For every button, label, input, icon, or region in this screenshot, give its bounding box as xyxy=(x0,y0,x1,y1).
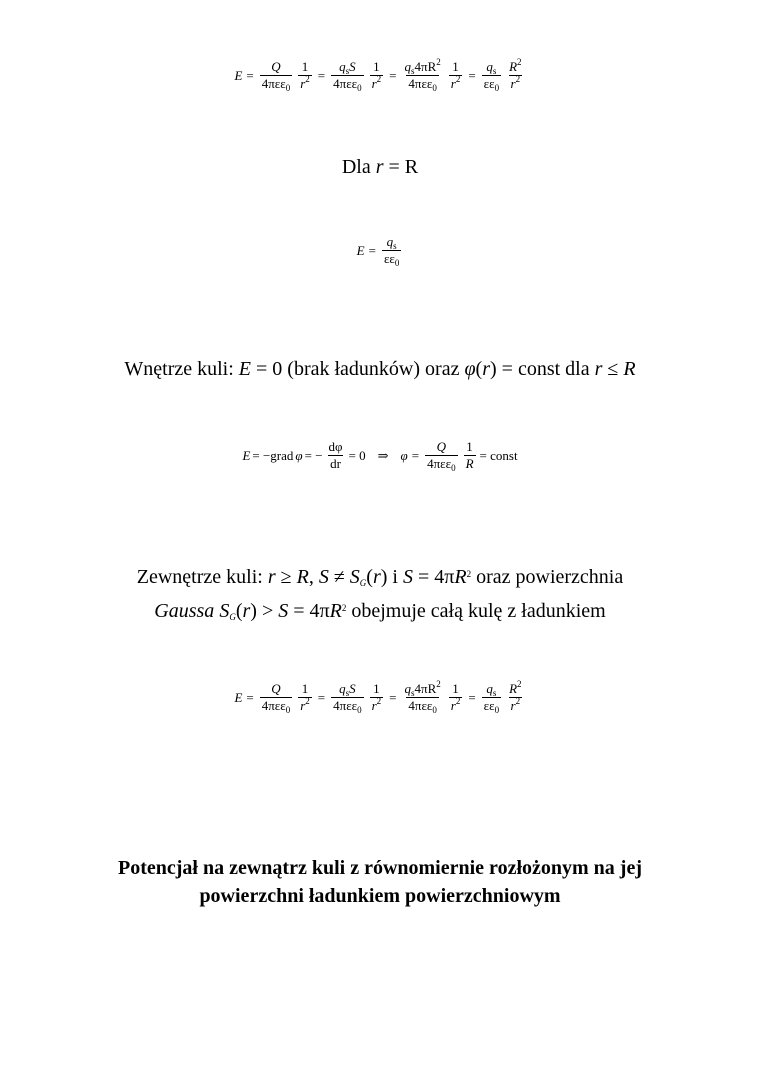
fraction: $\frac{d\varphi}{dr}$ xyxy=(328,439,343,471)
fraction: $\frac{q_s4\pi R^2}{4\pi\varepsilon\varepsilon_0}$ xyxy=(404,57,441,93)
fraction: $\frac{1}{r^2}$ xyxy=(371,681,382,713)
fraction: $\frac{q_s}{\varepsilon\varepsilon_0}$ xyxy=(383,234,400,268)
fraction: $\frac{q_s4\pi R^2}{4\pi\varepsilon\varepsilon_0}$ xyxy=(404,679,441,715)
fraction: $\frac{1}{R}$ xyxy=(465,439,474,471)
section-heading: Potencjał na zewnątrz kuli z równomiernie rozłożonym na jej powierzchni ładunkiem powierzchniowym xyxy=(118,857,642,907)
condition-text: Dla r = R xyxy=(341,156,419,178)
fraction: $\frac{Q}{4\pi\varepsilon\varepsilon_0}$ xyxy=(261,681,291,715)
fraction: $\frac{q_sS}{4\pi\varepsilon\varepsilon_0}$ xyxy=(333,681,362,715)
fraction: $\frac{q_s}{\varepsilon\varepsilon_0}$ xyxy=(483,59,500,93)
equation-potential-inside: E = −grad φ = − $\frac{d\varphi}{dr}$ = 0 ⇒ φ = $\frac{Q}{4\pi\varepsilon\varepsilon_0}$ $\frac{1}{R}$ = const xyxy=(242,439,518,473)
fraction: $\frac{R^2}{r^2}$ xyxy=(509,57,522,91)
fraction: $\frac{1}{r^2}$ xyxy=(300,681,310,713)
equation-field-outside: E = $\frac{Q}{4\pi\varepsilon\varepsilon_0}$ $\frac{1}{r^2}$ = $\frac{q_sS}{4\pi\varepsilon\varepsilon_0}$ $\frac{1}{r^2}$ = $\frac{q_s4\pi R^2}{4\pi\varepsilon\varepsilon_0}$ $\frac{1}{r^2}$ = $\frac{q_s}{\varepsilon\varepsilon_0}$ $\frac{R^2}{r^2}$ xyxy=(234,679,522,715)
exterior-text: Zewnętrze kuli: r ≥ R, $S \ne S_G(r)$ i $S = 4\pi R^2$ oraz powierzchnia Gaussa $S_G(r) > S = 4\pi R^2$ obejmuje całą kulę z ładunkiem xyxy=(136,566,624,622)
equation-field-top: E = $\frac{Q}{4\pi\varepsilon\varepsilon_0}$ $\frac{1}{r^2}$ = $\frac{q_sS}{4\pi\varepsilon\varepsilon_0}$ $\frac{1}{r^2}$ = $\frac{q_s4\pi R^2}{4\pi\varepsilon\varepsilon_0}$ $\frac{1}{r^2}$ = $\frac{q_s}{\varepsilon\varepsilon_0}$ $\frac{R^2}{r^2}$ xyxy=(234,57,522,93)
equation-field-surface: E = $\frac{q_s}{\varepsilon\varepsilon_0}$ xyxy=(356,234,400,268)
fraction: $\frac{R^2}{r^2}$ xyxy=(509,679,522,713)
fraction: $\frac{Q}{4\pi\varepsilon\varepsilon_0}$ xyxy=(261,59,291,93)
fraction: $\frac{1}{r^2}$ xyxy=(371,59,382,91)
interior-text: Wnętrze kuli: E = 0 (brak ładunków) oraz φ(r) = const dla r ≤ R xyxy=(124,358,636,380)
fraction: $\frac{q_sS}{4\pi\varepsilon\varepsilon_0}$ xyxy=(333,59,362,93)
fraction: $\frac{1}{r^2}$ xyxy=(450,681,461,713)
eq-lhs: E xyxy=(234,67,243,83)
fraction: $\frac{q_s}{\varepsilon\varepsilon_0}$ xyxy=(483,681,500,715)
fraction: $\frac{1}{r^2}$ xyxy=(300,59,310,91)
fraction: $\frac{Q}{4\pi\varepsilon\varepsilon_0}$ xyxy=(427,439,456,473)
fraction: $\frac{1}{r^2}$ xyxy=(450,59,461,91)
